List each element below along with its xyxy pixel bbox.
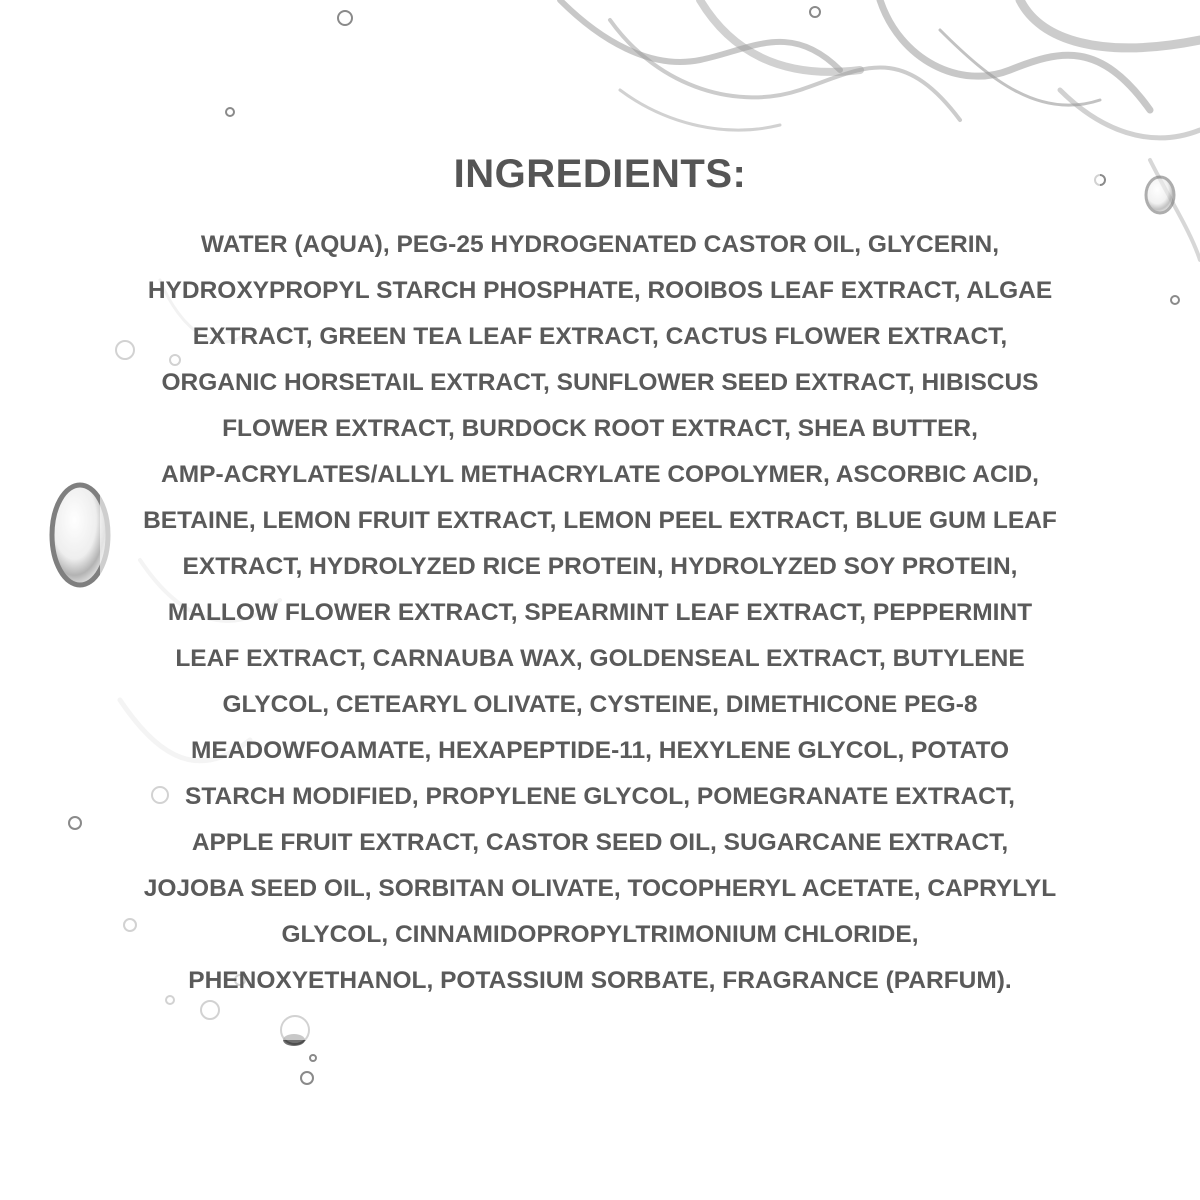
ingredients-list	[0, 222, 1200, 1004]
ingredient-line: GLYCOL, CINNAMIDOPROPYLTRIMONIUM CHLORIDE,	[281, 921, 919, 948]
ingredient-line: JOJOBA SEED OIL, SORBITAN OLIVATE, TOCOPHERYL ACETATE, CAPRYLYL	[143, 875, 1057, 902]
ingredient-line: AMP-ACRYLATES/ALLYL METHACRYLATE COPOLYMER, ASCORBIC ACID,	[161, 461, 1039, 488]
ingredient-line: STARCH MODIFIED, PROPYLENE GLYCOL, POMEGRANATE EXTRACT,	[185, 783, 1015, 810]
ingredient-line: MALLOW FLOWER EXTRACT, SPEARMINT LEAF EXTRACT, PEPPERMINT	[167, 599, 1033, 626]
ingredient-line: EXTRACT, GREEN TEA LEAF EXTRACT, CACTUS FLOWER EXTRACT,	[192, 323, 1008, 350]
ingredients-title: INGREDIENTS:	[453, 152, 747, 196]
ingredient-line: PHENOXYETHANOL, POTASSIUM SORBATE, FRAGRANCE (PARFUM).	[188, 967, 1012, 994]
ingredient-line: ORGANIC HORSETAIL EXTRACT, SUNFLOWER SEED EXTRACT, HIBISCUS	[161, 369, 1039, 396]
ingredient-line: EXTRACT, HYDROLYZED RICE PROTEIN, HYDROLYZED SOY PROTEIN,	[182, 553, 1018, 580]
ingredient-line: HYDROXYPROPYL STARCH PHOSPHATE, ROOIBOS LEAF EXTRACT, ALGAE	[147, 277, 1053, 304]
ingredient-line: LEAF EXTRACT, CARNAUBA WAX, GOLDENSEAL EXTRACT, BUTYLENE	[175, 645, 1025, 672]
ingredient-line: FLOWER EXTRACT, BURDOCK ROOT EXTRACT, SHEA BUTTER,	[222, 415, 978, 442]
ingredient-line: WATER (AQUA), PEG-25 HYDROGENATED CASTOR OIL, GLYCERIN,	[200, 231, 1000, 258]
ingredient-line: GLYCOL, CETEARYL OLIVATE, CYSTEINE, DIMETHICONE PEG-8	[222, 691, 978, 718]
ingredient-line: MEADOWFOAMATE, HEXAPEPTIDE-11, HEXYLENE GLYCOL, POTATO	[190, 737, 1010, 764]
ingredient-line: APPLE FRUIT EXTRACT, CASTOR SEED OIL, SUGARCANE EXTRACT,	[191, 829, 1009, 856]
ingredient-line: BETAINE, LEMON FRUIT EXTRACT, LEMON PEEL EXTRACT, BLUE GUM LEAF	[143, 507, 1057, 534]
